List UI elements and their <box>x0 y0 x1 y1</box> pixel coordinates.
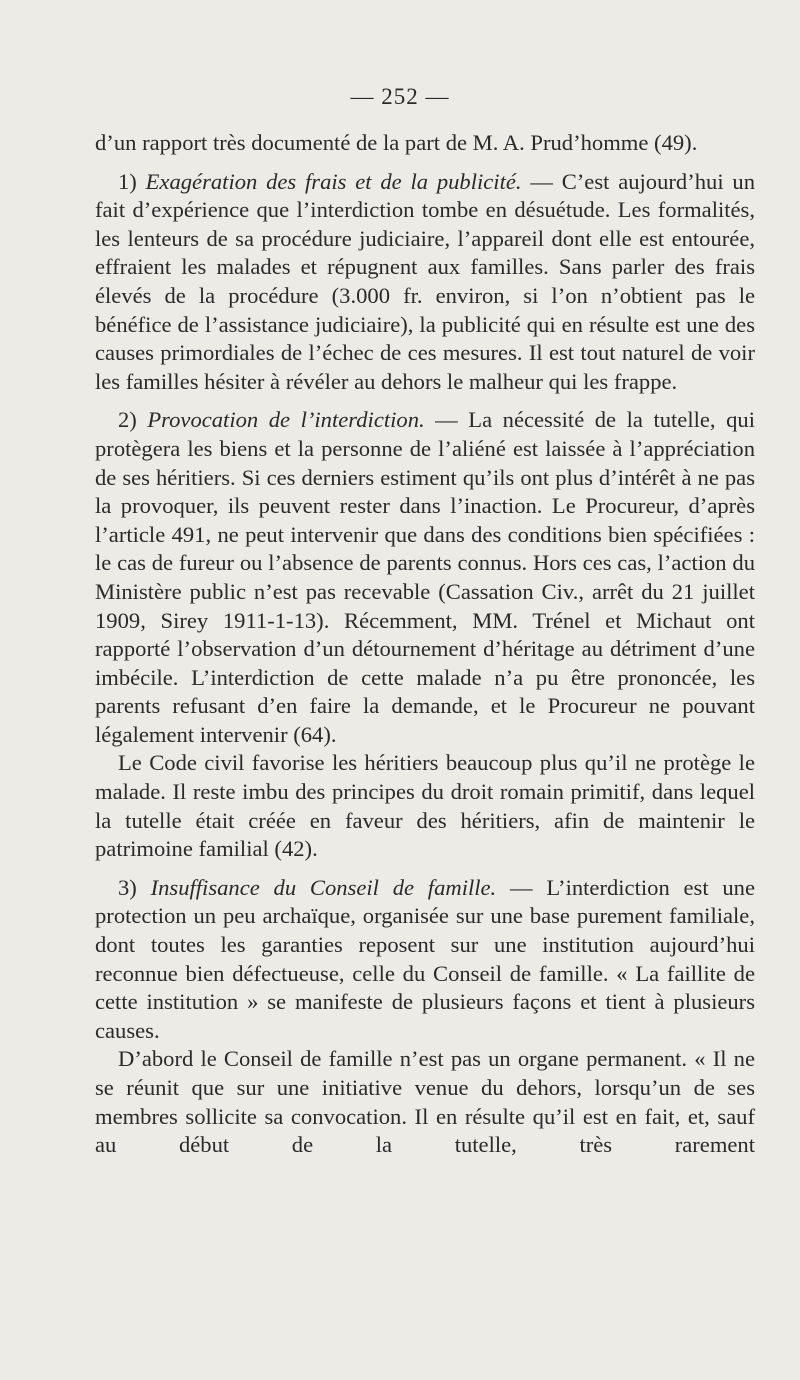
section-number-2: 2) <box>118 407 148 433</box>
section-title-3: Insuffisance du Conseil de famille. <box>150 874 497 900</box>
paragraph-insuffisance <box>95 874 755 1046</box>
page-number: — 252 — <box>350 84 450 109</box>
section-title-2: Provocation de l’interdiction. <box>147 407 425 433</box>
section-body-2: — La nécessité de la tutelle, qui protègera les biens et la personne de l’aliéné est laissée à l’appréciation de ses héritiers. Si ces derniers estiment qu’ils ont plus d’intérêt à ne pas la provoquer, ils peuvent rester dans l’inaction. Le Procureur, d’après l’article 491, ne peut intervenir que dans des conditions bien spécifiées : le cas de fureur ou l’absence de parents connus. Hors ces cas, l’action du Ministère public n’est pas recevable (Cassation Civ., arrêt du 21 juillet 1909, Sirey 1911-1-13). Récemment, MM. Trénel et Michaut ont rapporté l’observation d’un détournement d’héritage au détriment d’une imbécile. L’interdiction de cette malade n’a pu être prononcée, les parents refusant d’en faire la demande, et le Procureur ne pouvant légalement intervenir (64). <box>95 407 755 747</box>
paragraph-provocation <box>95 406 755 749</box>
section-title-1: Exagération des frais et de la publicité. <box>145 168 522 194</box>
section-body-1: — C’est aujourd’hui un fait d’expérience que l’interdiction tombe en désuétude. Les formalités, les lenteurs de sa procédure judiciaire, l’appareil dont elle est entourée, effraient les malades et répugnent aux familles. Sans parler des frais élevés de la procédure (3.000 fr. environ, si l’on n’obtient pas le bénéfice de l’assistance judiciaire), la publicité qui en résulte est une des causes primordiales de l’échec de ces mesures. Il est tout naturel de voir les familles hésiter à révéler au dehors le malheur qui les frappe. <box>95 168 755 394</box>
body-text <box>95 129 755 1160</box>
section-number-3: 3) <box>118 874 151 900</box>
paragraph-code-civil: Le Code civil favorise les héritiers beaucoup plus qu’il ne protège le malade. Il reste imbu des principes du droit romain primitif, dans lequel la tutelle était créée en faveur des héritiers, afin de maintenir le patrimoine familial (42). <box>95 750 755 862</box>
section-body-3: — L’interdiction est une protection un peu archaïque, organisée sur une base purement familiale, dont toutes les garanties reposent sur une institution aujourd’hui reconnue bien défectueuse, celle du Conseil de famille. « La faillite de cette institution » se manifeste de plusieurs façons et tient à plusieurs causes. <box>95 874 755 1043</box>
paragraph-conseil-permanent: D’abord le Conseil de famille n’est pas un organe permanent. « Il ne se réunit que sur une initiative venue du dehors, lorsqu’un de ses membres sollicite sa convocation. Il en résulte qu’il est en fait, et, sauf au début de la tutelle, très rarement <box>95 1046 755 1158</box>
paragraph-exageration <box>95 168 755 397</box>
section-number-1: 1) <box>118 168 146 194</box>
paragraph-continuation: d’un rapport très documenté de la part de M. A. Prud’homme (49). <box>95 130 698 155</box>
